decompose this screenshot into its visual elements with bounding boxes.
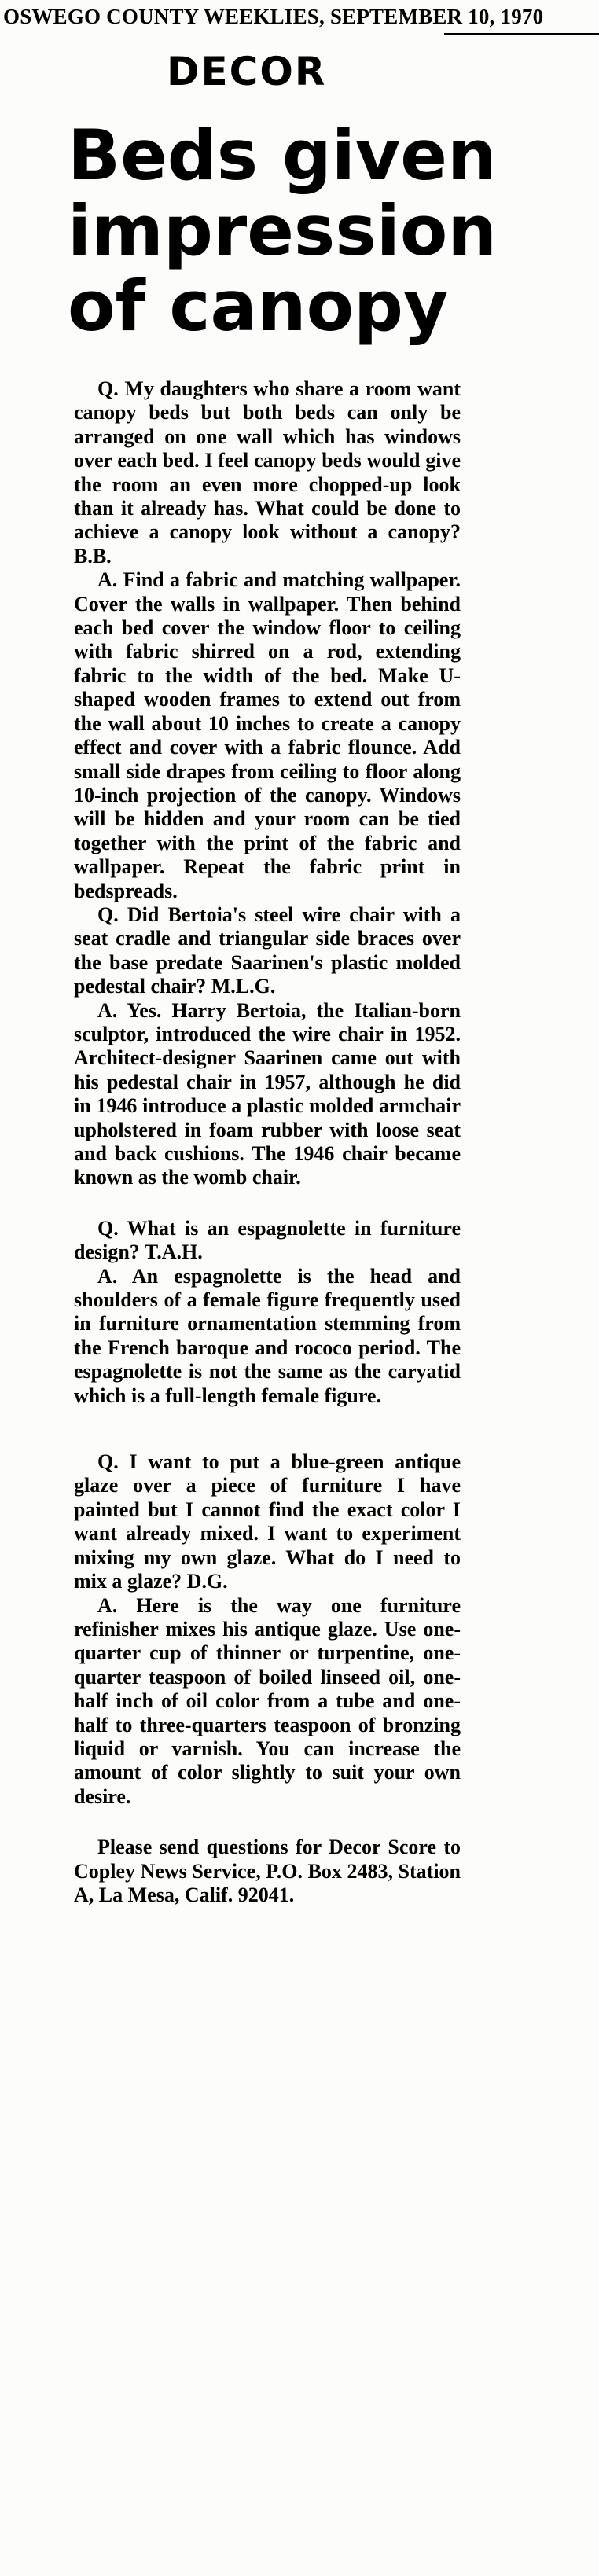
paragraph-question-2: Q. Did Bertoia's steel wire chair with a seat cradle and triangular side braces over the base predate Saarinen's plastic molded pedestal chair? M.L.G. [74, 902, 461, 998]
masthead: OSWEGO COUNTY WEEKLIES, SEPTEMBER 10, 1970 [3, 5, 544, 28]
headline-line-3: of canopy [68, 266, 449, 347]
paragraph-answer-2: A. Yes. Harry Bertoia, the Italian-born sculptor, introduced the wire chair in 1952. Architect-designer Saarinen came out with his pedestal chair in 1957, although he did in 1946 introduce a plastic molded armchair upholstered in foam rubber with loose seat and back cushions. The 1946 chair became known as the womb chair. [74, 998, 461, 1189]
headline [68, 115, 539, 347]
paragraph-question-3: Q. What is an espagnolette in furniture design? T.A.H. [74, 1216, 461, 1264]
headline-line-2: impression [68, 190, 497, 271]
section-title: DECOR [167, 49, 327, 94]
paragraph-answer-3: A. An espagnolette is the head and shoulders of a female figure frequently used in furniture ornamentation stemming from the French baroque and rococo period. The espagnolette is not the same as the caryatid which is a full-length female figure. [74, 1264, 461, 1407]
masthead-rule [444, 33, 599, 35]
article-body [74, 377, 461, 1907]
paragraph-question-4: Q. I want to put a blue-green antique glaze over a piece of furniture I have painted but I cannot find the exact color I want already mixed. I want to experiment mixing my own glaze. What do I need to mix a glaze? D.G. [74, 1450, 461, 1593]
paragraph-question-1: Q. My daughters who share a room want canopy beds but both beds can only be arranged on one wall which has windows over each bed. I feel canopy beds would give the room an even more chopped-up look than it already has. What could be done to achieve a canopy look without a canopy? B.B. [74, 377, 461, 568]
paragraph-contact: Please send questions for Decor Score to Copley News Service, P.O. Box 2483, Station A, La Mesa, Calif. 92041. [74, 1836, 461, 1906]
headline-line-1: Beds given [68, 115, 497, 196]
paragraph-answer-4: A. Here is the way one furniture refinisher mixes his antique glaze. Use one-quarter cup of thinner or turpentine, one-quarter teaspoon of boiled linseed oil, one-half inch of oil color from a tube and one-half to three-quarters teaspoon of bronzing liquid or varnish. You can increase the amount of color slightly to suit your own desire. [74, 1593, 461, 1808]
paragraph-answer-1: A. Find a fabric and matching wallpaper. Cover the walls in wallpaper. Then behind each bed cover the window floor to ceiling with fabric shirred on a rod, extending fabric to the width of the bed. Make U-shaped wooden frames to extend out from the wall about 10 inches to create a canopy effect and cover with a fabric flounce. Add small side drapes from ceiling to floor along 10-inch projection of the canopy. Windows will be hidden and your room can be tied together with the print of the fabric and wallpaper. Repeat the fabric print in bedspreads. [74, 568, 461, 902]
masthead-bar [0, 2, 599, 39]
